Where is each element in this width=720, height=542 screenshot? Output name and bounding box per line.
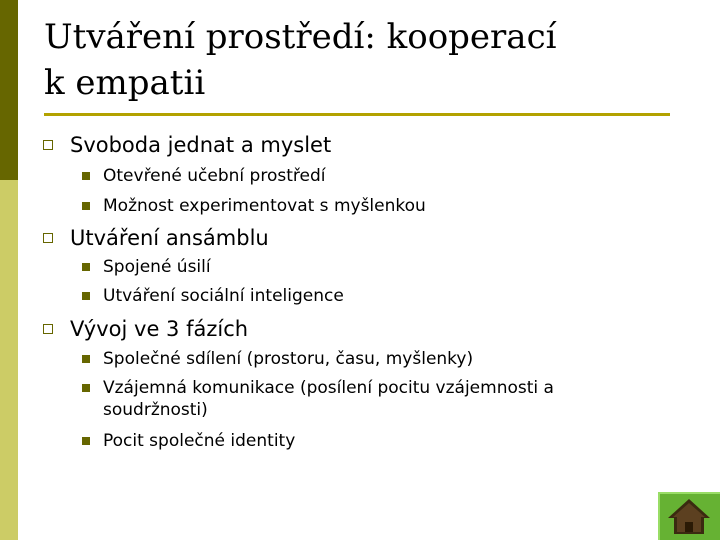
sub-item-label: Společné sdílení (prostoru, času, myšlenky) [103,349,474,369]
sidebar-band-dark [0,0,18,180]
sidebar-band-light [0,180,18,540]
hollow-square-bullet-icon [43,140,53,150]
sub-item-label: Pocit společné identity [103,431,296,451]
slide-title [44,14,684,106]
sub-item-label: Utváření sociální inteligence [103,286,344,306]
filled-square-bullet-icon [82,437,90,445]
sub-item-label: Spojené úsilí [103,257,211,277]
home-icon [660,494,718,538]
sub-item-label: soudržnosti) [103,400,208,420]
filled-square-bullet-icon [82,172,90,180]
filled-square-bullet-icon [82,355,90,363]
filled-square-bullet-icon [82,263,90,271]
bullet-item-label: Utváření ansámblu [70,226,269,250]
bullet-item-label: Svoboda jednat a myslet [70,133,332,157]
filled-square-bullet-icon [82,384,90,392]
filled-square-bullet-icon [82,202,90,210]
slide-title-line1: Utváření prostředí: kooperací [44,17,557,57]
hollow-square-bullet-icon [43,324,53,334]
bullet-item-label: Vývoj ve 3 fázích [70,317,249,341]
sub-item-label: Možnost experimentovat s myšlenkou [103,196,426,216]
sub-item-label: Otevřené učební prostředí [103,166,326,186]
filled-square-bullet-icon [82,292,90,300]
slide-title-line2: k empatii [44,63,206,103]
hollow-square-bullet-icon [43,233,53,243]
home-button[interactable] [658,492,720,540]
title-divider [44,113,670,116]
sub-item-label: Vzájemná komunikace (posílení pocitu vzájemnosti a [103,378,554,398]
